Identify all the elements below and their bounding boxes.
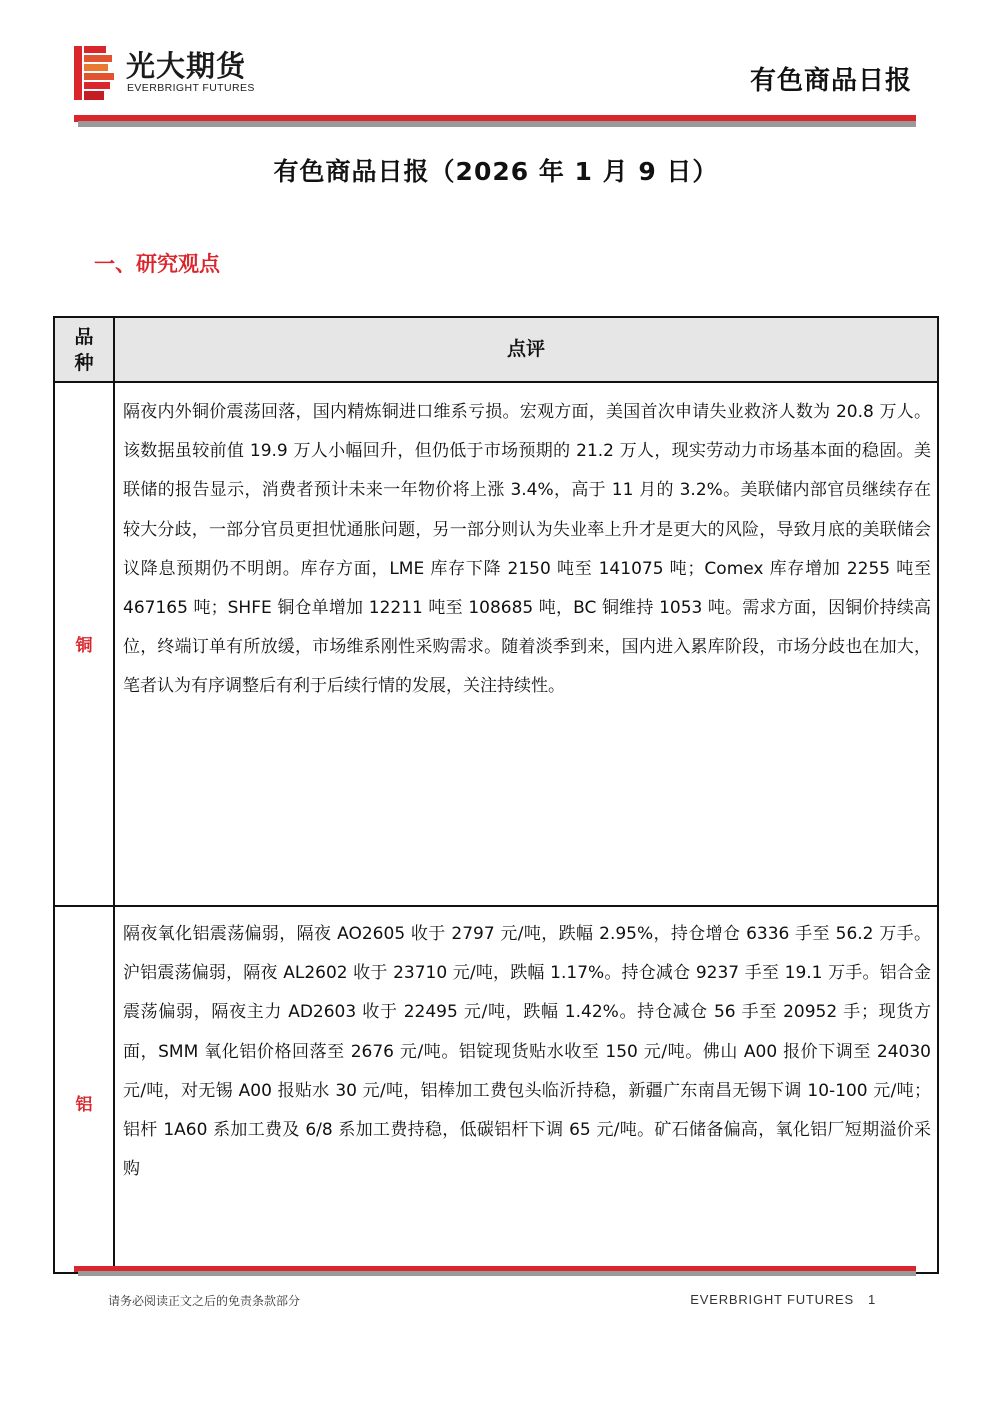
header-variety-char-2: 种: [74, 352, 94, 374]
variety-aluminum: 铝: [75, 1095, 93, 1115]
table-header-row: [55, 318, 937, 383]
header-report-name: 有色商品日报: [749, 66, 912, 96]
footer-brand-page: [690, 1292, 876, 1307]
footer-brand: EVERBRIGHT FUTURES: [690, 1292, 854, 1307]
variety-copper: 铜: [75, 636, 93, 656]
table-row-copper: [55, 383, 937, 907]
company-logo: [74, 40, 294, 100]
comment-copper: 隔夜内外铜价震荡回落，国内精炼铜进口维系亏损。宏观方面，美国首次申请失业救济人数为 20.8 万人。该数据虽较前值 19.9 万人小幅回升，但仍低于市场预期的 21.2 万人，现实劳动力市场基本面的稳固。美联储的报告显示，消费者预计未来一年物价将上涨 3.4%，高于 11 月的 3.2%。美联储内部官员继续存在较大分歧，一部分官员更担忧通胀问题，另一部分则认为失业率上升才是更大的风险，导致月底的美联储会议降息预期仍不明朗。库存方面，LME 库存下降 2150 吨至 141075 吨；Comex 库存增加 2255 吨至 467165 吨；SHFE 铜仓单增加 12211 吨至 108685 吨，BC 铜维持 1053 吨。需求方面，因铜价持续高位，终端订单有所放缓，市场维系刚性采购需求。随着淡季到来，国内进入累库阶段，市场分歧也在加大，笔者认为有序调整后有利于后续行情的发展，关注持续性。: [123, 402, 931, 697]
header-variety-char-1: 品: [74, 326, 94, 348]
header-variety: [55, 324, 113, 376]
footer-disclaimer: 请务必阅读正文之后的免责条款部分: [108, 1294, 301, 1308]
logo-english-name: EVERBRIGHT FUTURES: [127, 82, 255, 94]
document-title: 有色商品日报（2026 年 1 月 9 日）: [273, 157, 719, 186]
page-number: 1: [867, 1292, 876, 1307]
header-divider: [74, 115, 916, 127]
column-divider: [113, 318, 115, 1272]
logo-chinese-name: 光大期货: [126, 49, 247, 83]
comment-aluminum: 隔夜氧化铝震荡偏弱，隔夜 AO2605 收于 2797 元/吨，跌幅 2.95%，持仓增仓 6336 手至 56.2 万手。沪铝震荡偏弱，隔夜 AL2602 收于 23710 元/吨，跌幅 1.17%。持仓减仓 9237 手至 19.1 万手。铝合金震荡偏弱，隔夜主力 AD2603 收于 22495 元/吨，跌幅 1.42%。持仓减仓 56 手至 20952 手；现货方面，SMM 氧化铝价格回落至 2676 元/吨。铝锭现货贴水收至 150 元/吨。佛山 A00 报价下调至 24030 元/吨，对无锡 A00 报贴水 30 元/吨，铝棒加工费包头临沂持稳，新疆广东南昌无锡下调 10-100 元/吨；铝杆 1A60 系加工费及 6/8 系加工费持稳，低碳铝杆下调 65 元/吨。矿石储备偏高，氧化铝厂短期溢价采购: [123, 924, 931, 1180]
header-comment: 点评: [506, 338, 545, 360]
table-row-aluminum: [55, 907, 937, 1274]
footer-divider: [74, 1266, 916, 1276]
everbright-logo-icon: [74, 46, 114, 100]
section-heading: 一、研究观点: [94, 252, 220, 276]
research-table: [53, 316, 939, 1274]
